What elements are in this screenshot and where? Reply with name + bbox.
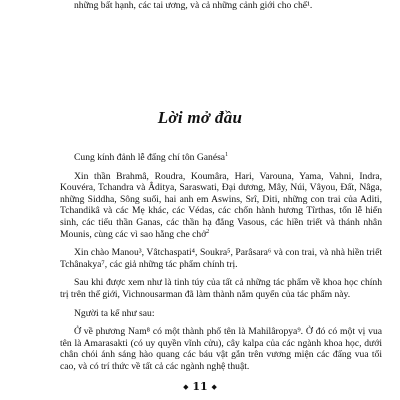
page-number: 11: [192, 380, 208, 393]
paragraph: Ở về phương Nam⁸ có một thành phố tên là Mahilâropya⁹. Ở đó có một vị vua tên là Amarasakti (có uy quyền vĩnh cửu), cây kalpa của các ngành khoa học, dưới chân chói ánh sáng hào quang các báu vật gắn trên vương miện các đấng vua tối cao, và có trí thức về tất cả các ngành nghệ thuật.: [60, 326, 382, 372]
diamond-ornament-icon: ◆: [183, 382, 189, 391]
body-text: [60, 152, 382, 380]
footnote-marker: 1: [225, 151, 229, 158]
paragraph: Người ta kể như sau:: [74, 307, 155, 319]
footnote-marker: 2: [206, 228, 210, 235]
previous-page-fragment: những bất hạnh, các tai ương, và cả những cảnh giới cho chế¹.: [74, 0, 313, 11]
paragraph-text: Cung kính đảnh lễ đấng chí tôn Ganésa: [74, 152, 226, 163]
paragraph: [60, 171, 382, 241]
paragraph: Xin chào Manou³, Vâtchaspati⁴, Soukra⁵, Parâsara⁶ và con trai, và nhà hiền triết Tchânakya⁷, các giả những tác phẩm chính trị.: [60, 247, 382, 270]
paragraph-text: Xin thần Brahmâ, Roudra, Koumâra, Hari, Varouna, Yama, Vahni, Indra, Kouvéra, Tchandra và Âditya, Saraswati, Đại dương, Mây, Núi, Vâyou, Đất, Nâga, những Siddha, Sông suối, hai anh em Aswins, Srî, Diti, những con trai của Aditi, Tchandikâ và các Mẹ khác, các Védas, các chốn hành hương Tîrthas, tổn lễ hiến sinh, các tiểu thần Ganas, các thần hạ đẳng Vasous, các hiền triết và thánh nhân Mounis, cùng các vì sao hằng che chở: [60, 170, 382, 240]
page-footer: [0, 380, 400, 393]
paragraph: Sau khi được xem như là tinh túy của tất cả những tác phẩm về khoa học chính trị trên thế giới, Vichnousarman đã làm thành nắm quyển của tác phẩm này.: [60, 277, 382, 300]
page-title: Lời mở đầu: [157, 108, 243, 127]
diamond-ornament-icon: ◆: [211, 382, 217, 391]
paragraph: [60, 152, 382, 164]
